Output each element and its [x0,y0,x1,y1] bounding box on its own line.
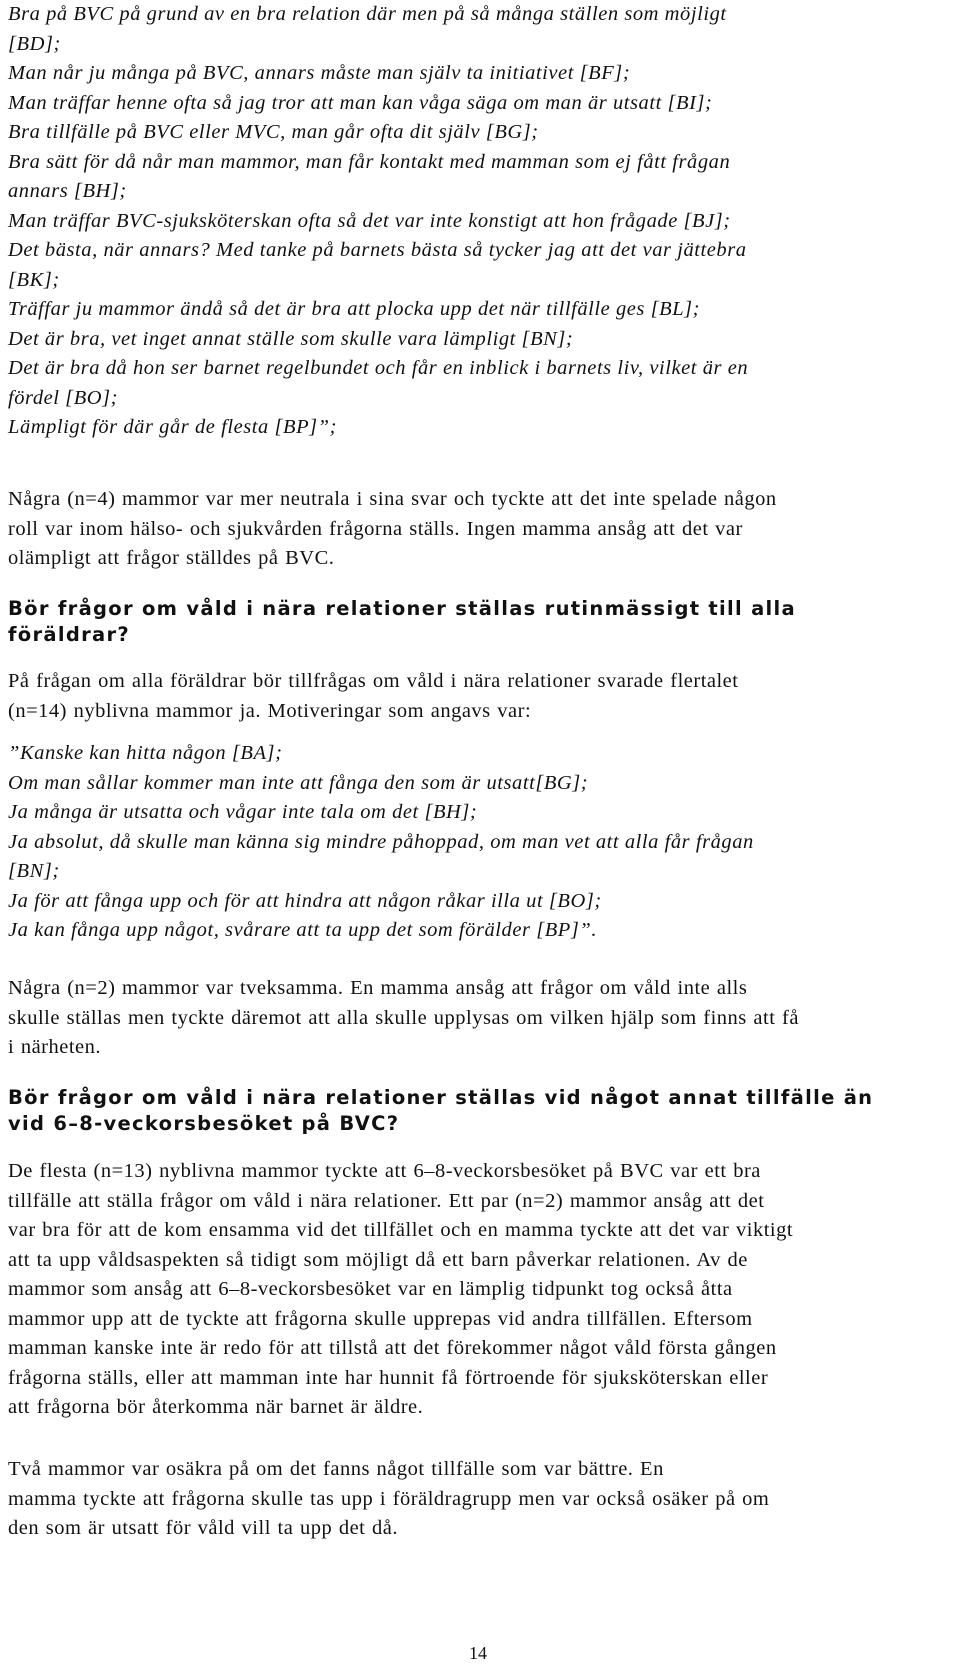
document-page [8,0,948,1676]
quote-line: Det bästa, när annars? Med tanke på barnets bästa så tycker jag att det var jättebra [8,239,747,261]
paragraph-all-parents [8,667,738,726]
quote-line: Lämpligt för där går de flesta [BP]”; [8,416,338,438]
heading-line: vid 6–8-veckorsbesöket på BVC? [8,1112,400,1135]
paragraph-line: att ta upp våldsaspekten så tidigt som möjligt då ett barn påverkar relationen. Av de [8,1248,748,1271]
quote-line: Om man sållar kommer man inte att fånga den som är utsatt[BG]; [8,771,589,794]
quote-line: Ja för att fånga upp och för att hindra att någon råkar illa ut [BO]; [8,889,602,912]
quote-line: Ja kan fånga upp något, svårare att ta upp det som förälder [BP]”. [8,919,598,941]
paragraph-line: frågorna ställs, eller att mamman inte har hunnit få förtroende för sjuksköterskan eller [8,1366,769,1389]
quote-line: Ja absolut, då skulle man känna sig mindre påhoppad, om man vet att alla får frågan [8,830,754,853]
paragraph-neutral-mothers [8,485,777,574]
quote-line: Man träffar BVC-sjuksköterskan ofta så det var inte konstigt att hon frågade [BJ]; [8,209,731,232]
quote-line: Ja många är utsatta och vågar inte tala om det [BH]; [8,801,478,823]
quote-line: Träffar ju mammor ändå så det är bra att plocka upp det när tillfälle ges [BL]; [8,298,701,320]
quote-line: ”Kanske kan hitta någon [BA]; [8,742,283,764]
quote-line: Man träffar henne ofta så jag tror att man kan våga säga om man är utsatt [BI]; [8,91,713,114]
quote-block-reasons [8,0,748,443]
heading-line: Bör frågor om våld i nära relationer ställas rutinmässigt till alla [8,597,796,620]
paragraph-hesitant-mothers [8,974,799,1063]
quote-line: [BD]; [8,32,61,55]
paragraph-line: mammor som ansåg att 6–8-veckorsbesöket var en lämplig tidpunkt tog också åtta [8,1278,733,1300]
paragraph-line: Några (n=4) mammor var mer neutrala i sina svar och tyckte att det inte spelade någon [8,488,777,510]
paragraph-line: Två mammor var osäkra på om det fanns något tillfälle som var bättre. En [8,1458,664,1480]
paragraph-line: mammor upp att de tyckte att frågorna skulle upprepas vid andra tillfällen. Eftersom [8,1307,753,1330]
paragraph-line: Några (n=2) mammor var tveksamma. En mamma ansåg att frågor om våld inte alls [8,977,748,999]
section-heading-routine-questions [8,596,796,648]
paragraph-line: den som är utsatt för våld vill ta upp det då. [8,1517,398,1539]
paragraph-line: olämpligt att frågor ställdes på BVC. [8,547,335,569]
quote-line: [BK]; [8,268,60,291]
quote-line: Det är bra då hon ser barnet regelbundet och får en inblick i barnets liv, vilket är en [8,357,749,379]
quote-line: Man når ju många på BVC, annars måste man själv ta initiativet [BF]; [8,62,631,84]
paragraph-line: mamma tyckte att frågorna skulle tas upp i föräldragrupp men var också osäker på om [8,1487,770,1510]
paragraph-six-eight-week-visit [8,1157,793,1423]
quote-line: Det är bra, vet inget annat ställe som skulle vara lämpligt [BN]; [8,327,574,350]
quote-line: fördel [BO]; [8,386,119,409]
paragraph-line: att frågorna bör återkomma när barnet är äldre. [8,1396,424,1418]
quote-line: [BN]; [8,860,60,882]
section-heading-other-occasion [8,1085,873,1137]
paragraph-line: roll var inom hälso- och sjukvården frågorna ställs. Ingen mamma ansåg att det var [8,517,743,540]
paragraph-line: tillfälle att ställa frågor om våld i nära relationer. Ett par (n=2) mammor ansåg att det [8,1189,765,1212]
paragraph-line: (n=14) nyblivna mammor ja. Motiveringar som angavs var: [8,699,532,722]
quote-line: Bra sätt för då når man mammor, man får kontakt med mamman som ej fått frågan [8,150,731,173]
page-number: 14 [469,1643,487,1663]
paragraph-uncertain-mothers [8,1455,769,1544]
paragraph-line: På frågan om alla föräldrar bör tillfrågas om våld i nära relationer svarade flertalet [8,670,739,692]
heading-line: Bör frågor om våld i nära relationer ställas vid något annat tillfälle än [8,1086,874,1109]
paragraph-line: De flesta (n=13) nyblivna mammor tyckte att 6–8-veckorsbesöket på BVC var ett bra [8,1160,761,1182]
quote-line: Bra tillfälle på BVC eller MVC, man går ofta dit själv [BG]; [8,121,539,143]
quote-line: Bra på BVC på grund av en bra relation där men på så många ställen som möjligt [8,3,727,25]
paragraph-line: i närheten. [8,1036,102,1058]
paragraph-line: skulle ställas men tyckte däremot att alla skulle upplysas om vilken hjälp som finns att få [8,1006,799,1029]
heading-line: föräldrar? [8,623,131,646]
paragraph-line: mamman kanske inte är redo för att tillstå att det förekommer något våld första gången [8,1337,777,1359]
paragraph-line: var bra för att de kom ensamma vid det tillfället och en mamma tyckte att det var viktigt [8,1219,794,1241]
quote-block-motivations [8,739,754,946]
quote-line: annars [BH]; [8,180,127,202]
